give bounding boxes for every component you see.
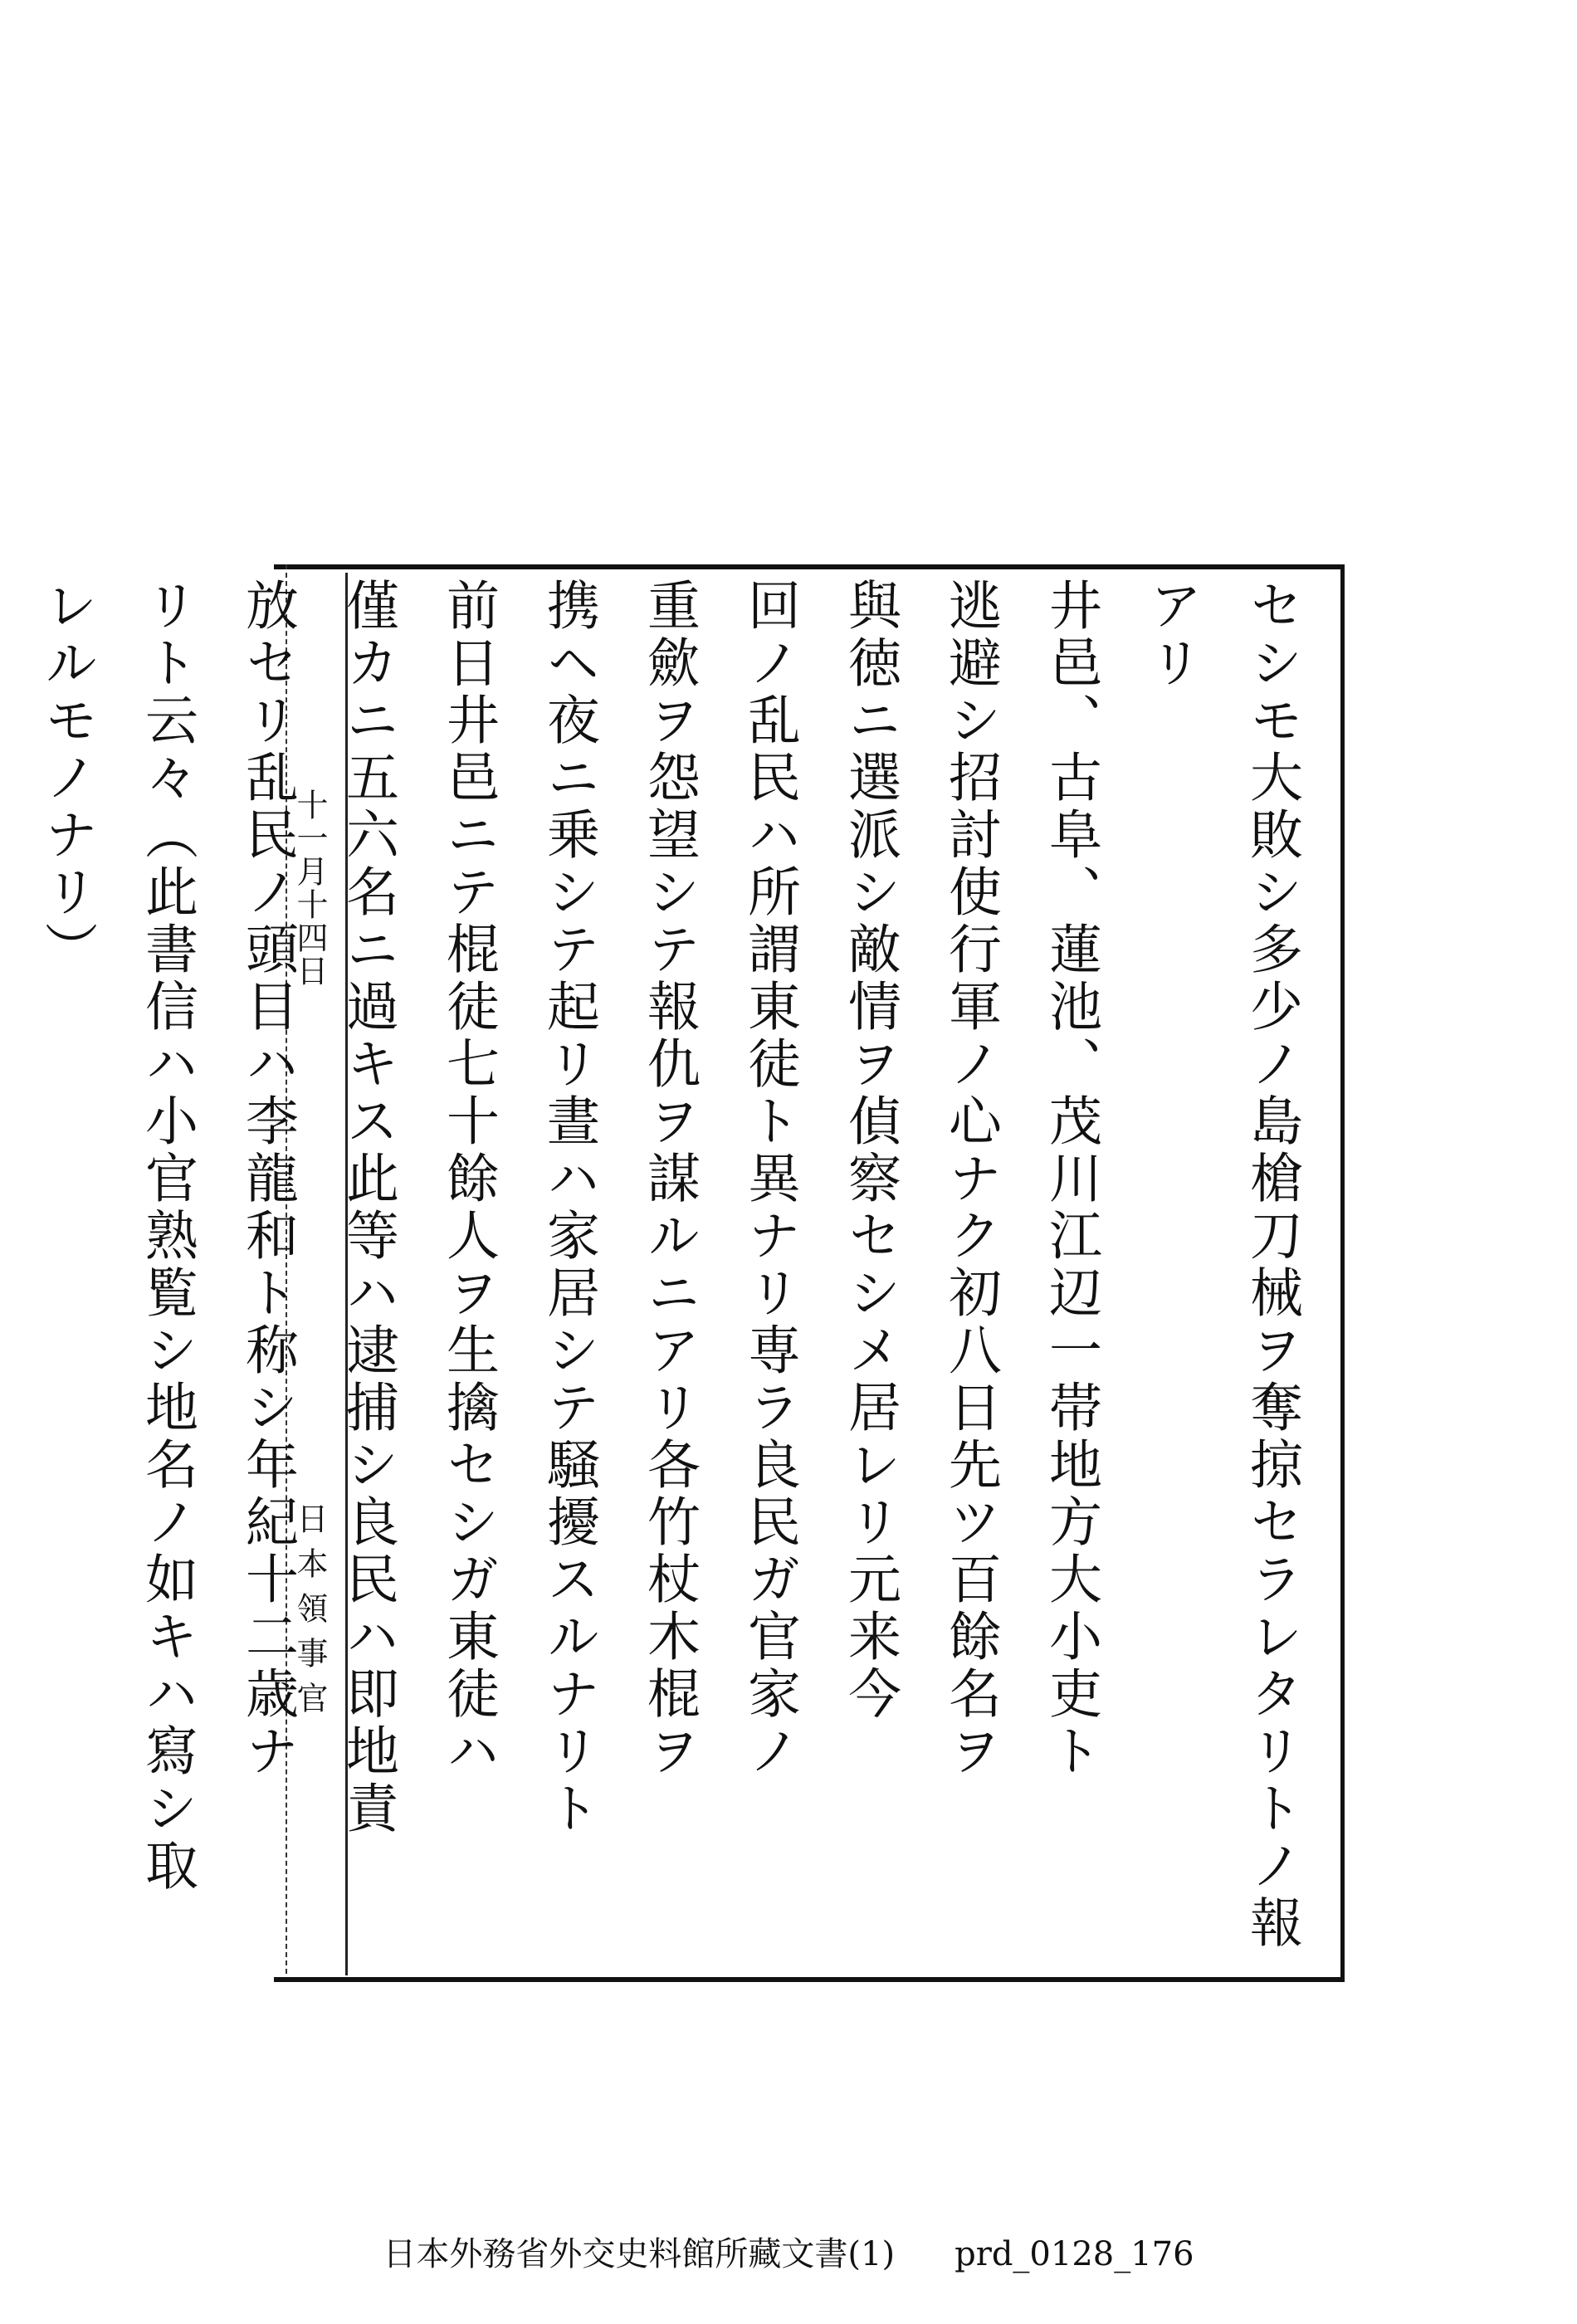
manuscript-line: 井邑、古阜、蓮池、茂川江辺一帯地方大小吏ト: [1040, 578, 1101, 1780]
bottom-border-rule: [274, 1977, 1345, 1982]
top-border-rule: [274, 564, 1345, 569]
margin-date: 十一月十四日: [291, 788, 328, 988]
manuscript-line: [0, 578, 16, 1972]
archive-title: 日本外務省外交史料館所藏文書(1): [383, 2235, 896, 2273]
manuscript-line: 僅カニ五六名ニ過キス此等ハ逮捕シ良民ハ即地責: [337, 578, 398, 1838]
right-border-rule: [1340, 564, 1345, 1982]
manuscript-line: 回ノ乱民ハ所謂東徒ト異ナリ専ラ良民ガ官家ノ: [739, 578, 800, 1780]
archive-footer: [0, 2228, 1577, 2275]
document-sheet: [36, 564, 1345, 1992]
manuscript-line: 與徳ニ選派シ敵情ヲ偵察セシメ居レリ元来今: [839, 578, 901, 1723]
manuscript-line: 重歛ヲ怨望シテ報仇ヲ謀ルニアリ各竹杖木棍ヲ: [638, 578, 700, 1780]
margin-office: 日本領事官: [291, 1502, 328, 1726]
manuscript-line: 放セリ乱民ノ頭目ハ李龍和ト称シ年紀十二歳ナ: [237, 578, 298, 1780]
archive-reference: prd_0128_176: [954, 2235, 1194, 2273]
manuscript-line: レルモノナリ）: [36, 578, 97, 979]
manuscript-line: リト云々（此書信ハ小官熟覧シ地名ノ如キハ寫シ取: [136, 578, 198, 1895]
manuscript-line: セシモ大敗シ多少ノ島槍刀械ヲ奪掠セラレタリトノ報アリ: [1140, 578, 1302, 1952]
manuscript-line: 逃避シ招討使行軍ノ心ナク初八日先ツ百餘名ヲ: [940, 578, 1001, 1780]
manuscript-line: 前日井邑ニテ棍徒七十餘人ヲ生擒セシガ東徒ハ: [437, 578, 499, 1780]
manuscript-line: 携ヘ夜ニ乗シテ起リ晝ハ家居シテ騒擾スルナリト: [538, 578, 599, 1838]
